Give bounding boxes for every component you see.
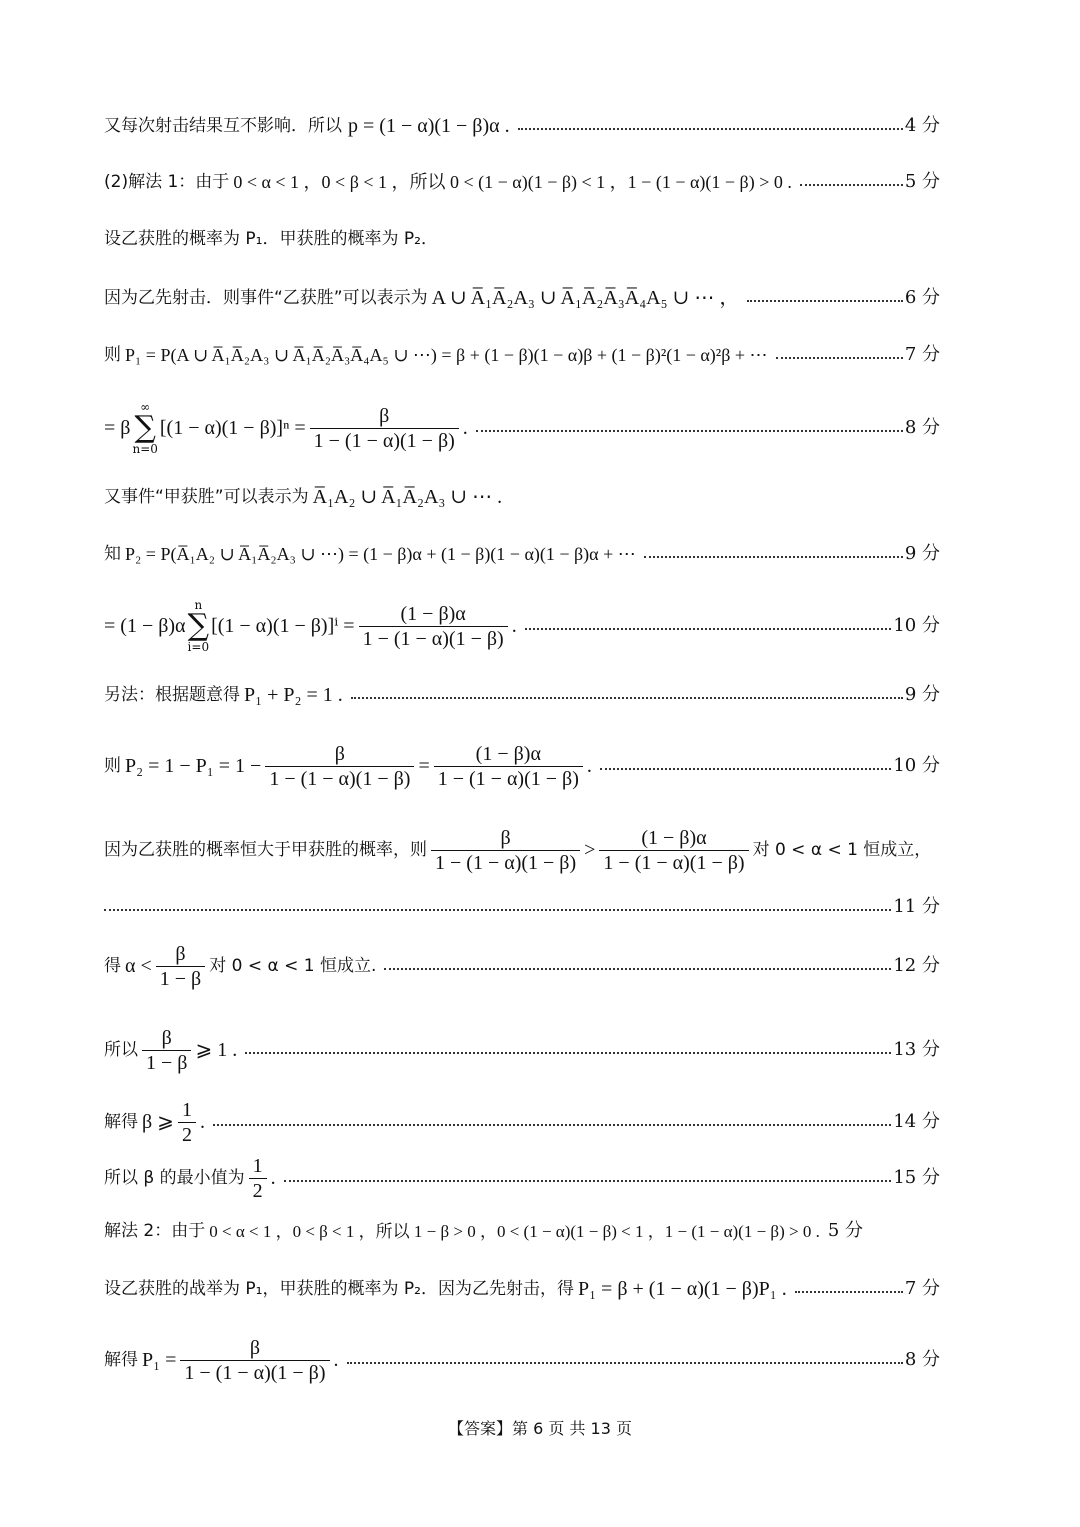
solution-line-1 (104, 116, 940, 136)
fraction (359, 604, 508, 649)
solution-line-17 (104, 1150, 940, 1206)
score-label: 7 分 (904, 344, 940, 365)
math-expression: P₁ + P₂ = 1 . (244, 684, 343, 706)
dot-leader (525, 628, 892, 630)
numerator: (1 − β)α (475, 742, 541, 765)
period: . (586, 755, 592, 777)
math-expression: P₂ = P(A̅₁A₂ ∪ A̅₁A̅₂A₃ ∪ ⋯) = (1 − β)α + (1 − β)(1 − α)(1 − β)α + ⋯ (125, 544, 636, 564)
math-expression: ⩾ 1 . (195, 1039, 238, 1061)
line-text: 解得 (104, 1111, 138, 1132)
fraction (265, 744, 414, 789)
line-text: 设乙获胜的概率为 P₁．甲获胜的概率为 P₂． (104, 229, 438, 249)
math-expression: > (584, 839, 596, 861)
solution-line-13 (104, 898, 940, 916)
score-label: 7 分 (904, 1278, 940, 1299)
dot-leader (776, 357, 903, 359)
dot-leader (245, 1052, 891, 1054)
line-text: 得 (104, 955, 121, 976)
fraction (599, 828, 748, 873)
fraction (178, 1100, 196, 1145)
solution-line-10 (104, 685, 940, 705)
line-text: 因为乙获胜的概率恒大于甲获胜的概率，则 (104, 839, 427, 860)
line-text: 对 0 < α < 1 恒成立， (752, 839, 932, 860)
math-expression: p = (1 − α)(1 − β)α . (348, 115, 510, 137)
fraction (180, 1338, 329, 1383)
dot-leader (384, 968, 891, 970)
sigma-symbol: ∑ (134, 410, 156, 445)
math-expression: 0 < α < 1 ，0 < β < 1 ，所以 0 < (1 − α)(1 − β) < 1 ，1 − (1 − α)(1 − β) > 0 . (233, 172, 792, 192)
math-expression: [(1 − α)(1 − β)]ⁿ = (159, 417, 306, 439)
solution-line-3 (104, 231, 940, 248)
math-expression: . (270, 1167, 276, 1189)
dot-leader (476, 430, 903, 432)
denominator: 1 − (1 − α)(1 − β) (359, 626, 508, 649)
solution-line-20 (104, 1332, 940, 1388)
sum-lower-limit: n=0 (132, 442, 158, 456)
numerator: β (161, 1026, 172, 1049)
math-expression: P₁ = β + (1 − α)(1 − β)P₁ . (577, 1278, 787, 1300)
numerator: (1 − β)α (400, 602, 466, 625)
solution-line-19 (104, 1279, 940, 1299)
line-text: 则 (104, 344, 121, 365)
solution-line-6 (104, 400, 940, 456)
fraction (156, 944, 205, 989)
summation (132, 401, 157, 455)
numerator: β (379, 404, 390, 427)
dot-leader (351, 697, 903, 699)
math-expression: α < (125, 955, 152, 977)
line-text: (2)解法 1：由于 (104, 171, 230, 192)
math-expression: β ⩾ (142, 1111, 174, 1133)
solution-line-2 (104, 173, 940, 191)
solution-line-5 (104, 346, 940, 364)
numerator: β (249, 1336, 261, 1359)
summation (188, 599, 210, 653)
dot-leader (600, 768, 891, 770)
solution-line-14 (104, 938, 940, 994)
solution-line-12 (104, 822, 974, 878)
numerator: β (500, 826, 511, 849)
math-expression: P₂ = 1 − P₁ = 1 − (125, 755, 262, 777)
sigma-symbol: ∑ (187, 608, 210, 643)
dot-leader (644, 556, 903, 558)
line-text: 因为乙先射击．则事件“乙获胜”可以表示为 (104, 287, 428, 308)
numerator: 1 (252, 1154, 263, 1177)
numerator: 1 (181, 1098, 192, 1121)
math-expression: [(1 − α)(1 − β)]ⁱ = (211, 615, 355, 637)
dot-leader (747, 300, 902, 302)
math-expression: = (418, 755, 430, 777)
denominator: 2 (178, 1122, 196, 1145)
score-label: 10 分 (893, 615, 940, 636)
dot-leader (800, 184, 903, 186)
math-expression: = (1 − β)α (104, 615, 186, 637)
line-text: 设乙获胜的战举为 P₁，甲获胜的概率为 P₂．因为乙先射击，得 (104, 1278, 574, 1299)
math-expression: A̅₁A₂ ∪ A̅₁A̅₂A₃ ∪ ⋯ . (312, 486, 503, 508)
dot-leader (518, 128, 903, 130)
math-expression: P₁ = P(A ∪ A̅₁A̅₂A₃ ∪ A̅₁A̅₂A̅₃A̅₄A₅ ∪ ⋯) = β + (1 − β)(1 − α)β + (1 − β)²(1 − α)²β + ⋯ (125, 345, 768, 365)
dot-leader (104, 909, 891, 911)
solution-line-9 (104, 598, 940, 654)
denominator: 1 − (1 − α)(1 − β) (265, 766, 414, 789)
fraction (142, 1028, 191, 1073)
score-label: 6 分 (904, 287, 940, 308)
line-text: 又每次射击结果互不影响．所以 (104, 115, 342, 136)
score-label: 5 分 (904, 171, 940, 192)
score-label: 9 分 (904, 543, 940, 564)
score-label: 11 分 (893, 896, 940, 917)
solution-line-16 (104, 1094, 940, 1150)
line-text: 又事件“甲获胜”可以表示为 (104, 486, 309, 507)
denominator: 1 − (1 − α)(1 − β) (180, 1360, 329, 1383)
line-text: 解得 (104, 1349, 138, 1370)
line-text: 另法：根据题意得 (104, 684, 240, 705)
dot-leader (795, 1291, 903, 1293)
math-expression: . (199, 1111, 205, 1133)
fraction (249, 1156, 267, 1201)
page-footer: 【答案】第 6 页 共 13 页 (448, 1419, 632, 1438)
period: . (462, 417, 468, 439)
solution-line-8 (104, 545, 940, 563)
fraction (431, 828, 580, 873)
score-label: 8 分 (904, 1349, 940, 1370)
denominator: 1 − (1 − α)(1 − β) (599, 850, 748, 873)
solution-line-18 (104, 1222, 974, 1240)
score-label: 13 分 (893, 1039, 940, 1060)
solution-line-4 (104, 288, 940, 308)
line-text: 所以 (104, 1039, 138, 1060)
dot-leader (213, 1124, 891, 1126)
numerator: β (334, 742, 345, 765)
denominator: 2 (249, 1178, 267, 1201)
line-text: 知 (104, 543, 121, 564)
score-label: 10 分 (893, 755, 940, 776)
solution-line-7 (104, 487, 940, 507)
numerator: β (175, 942, 186, 965)
score-label: 15 分 (893, 1167, 940, 1188)
dot-leader (284, 1180, 892, 1182)
score-label: 8 分 (904, 417, 940, 438)
math-expression: = β (104, 417, 131, 439)
solution-line-15 (104, 1022, 940, 1078)
numerator: (1 − β)α (641, 826, 707, 849)
math-expression: P₁ = (142, 1349, 177, 1371)
line-text: 对 0 < α < 1 恒成立. (209, 955, 377, 976)
sum-lower-limit: i=0 (187, 640, 210, 654)
score-label: 5 分 (827, 1220, 864, 1241)
math-expression: 0 < α < 1 ，0 < β < 1 ，所以 1 − β > 0 ，0 < (1 − α)(1 − β) < 1 ，1 − (1 − α)(1 − β) > 0 . (209, 1221, 820, 1241)
solution-line-11 (104, 738, 940, 794)
line-text: 解法 2：由于 (104, 1220, 206, 1241)
denominator: 1 − (1 − α)(1 − β) (431, 850, 580, 873)
line-text: 则 (104, 755, 121, 776)
period: . (511, 615, 517, 637)
sum-upper-limit: ∞ (140, 400, 151, 414)
line-text: 所以 β 的最小值为 (104, 1167, 245, 1188)
math-expression: A ∪ A̅₁A̅₂A₃ ∪ A̅₁A̅₂A̅₃A̅₄A₅ ∪ ⋯ ， (431, 287, 740, 309)
fraction (434, 744, 583, 789)
denominator: 1 − β (156, 966, 205, 989)
score-label: 14 分 (893, 1111, 940, 1132)
sum-upper-limit: n (194, 598, 203, 612)
score-label: 9 分 (904, 684, 940, 705)
fraction (310, 406, 459, 451)
dot-leader (347, 1362, 903, 1364)
denominator: 1 − (1 − α)(1 − β) (310, 428, 459, 451)
score-label: 4 分 (904, 115, 940, 136)
score-label: 12 分 (893, 955, 940, 976)
denominator: 1 − β (142, 1050, 191, 1073)
denominator: 1 − (1 − α)(1 − β) (434, 766, 583, 789)
math-expression: . (333, 1349, 339, 1371)
